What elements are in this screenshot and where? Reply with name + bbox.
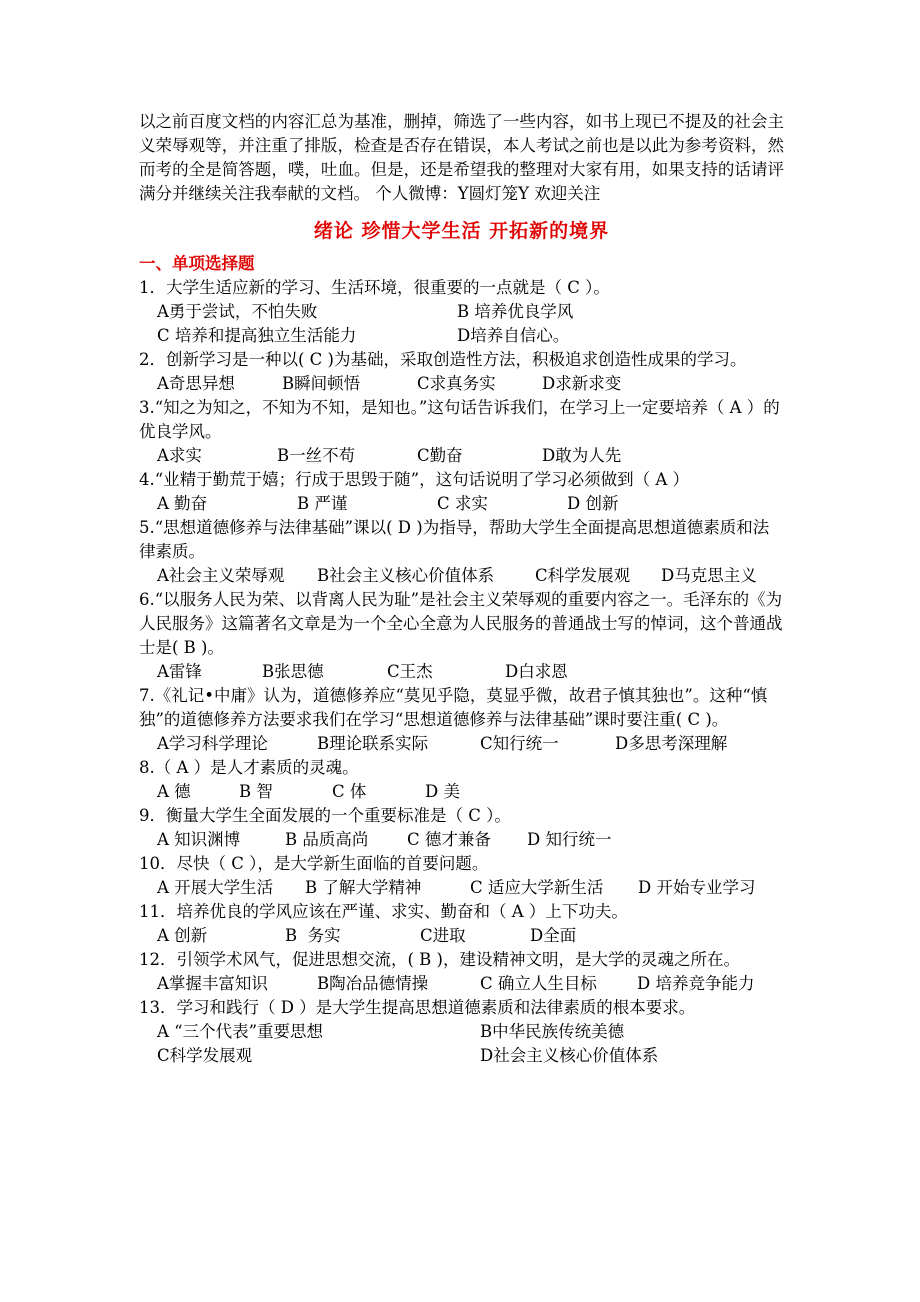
option: B 培养优良学风 [457, 302, 574, 321]
answer-options [139, 1044, 784, 1068]
option: A 创新 [157, 926, 208, 945]
option: C进取 [420, 926, 466, 945]
option: D全面 [530, 926, 577, 945]
question-stem: 5.“思想道德修养与法律基础”课以( D )为指导，帮助大学生全面提高思想道德素质和法律素质。 [139, 518, 770, 561]
question-stem: 6.“以服务人民为荣、以背离人民为耻”是社会主义荣辱观的重要内容之一。毛泽东的《为人民服务》这篇著名文章是为一个全心全意为人民服务的普通战士写的悼词，这个普通战士是( B )。 [139, 590, 783, 657]
answer-options [139, 876, 784, 900]
question-stem: 2．创新学习是一种以( C )为基础，采取创造性方法，积极追求创造性成果的学习。 [139, 350, 747, 369]
option: B张思德 [262, 662, 324, 681]
option: B陶冶品德情操 [317, 974, 429, 993]
question-stem: 13．学习和践行（ D ）是大学生提高思想道德素质和法律素质的根本要求。 [139, 998, 696, 1017]
option: B理论联系实际 [317, 734, 429, 753]
option: A 勤奋 [157, 494, 208, 513]
answer-options [139, 1020, 784, 1044]
answer-options [139, 828, 784, 852]
answer-options [139, 492, 784, 516]
question-stem: 11．培养优良的学风应该在严谨、求实、勤奋和（ A ）上下功夫。 [139, 902, 628, 921]
answer-options [139, 324, 784, 348]
question-stem: 4.“业精于勤荒于嬉；行成于思毁于随”，这句话说明了学习必须做到（ A ） [139, 470, 690, 489]
option: B 智 [239, 782, 273, 801]
question-stem: 8.（ A ）是人才素质的灵魂。 [139, 758, 359, 777]
option: D马克思主义 [661, 566, 757, 585]
question-stem: 9．衡量大学生全面发展的一个重要标准是（ C ）。 [139, 806, 511, 825]
option: A学习科学理论 [157, 734, 268, 753]
answer-options [139, 372, 784, 396]
option: D求新求变 [542, 374, 622, 393]
answer-options [139, 564, 784, 588]
option: D 开始专业学习 [638, 878, 756, 897]
option: D 创新 [567, 494, 619, 513]
option: D 培养竞争能力 [637, 974, 755, 993]
section-title: 一、单项选择题 [139, 254, 255, 273]
answer-options [139, 300, 784, 324]
option: C科学发展观 [157, 1046, 253, 1065]
option: C求真务实 [417, 374, 496, 393]
option: B一丝不苟 [277, 446, 356, 465]
option: A社会主义荣辱观 [157, 566, 285, 585]
option: C 体 [332, 782, 367, 801]
option: A掌握丰富知识 [157, 974, 268, 993]
question-stem: 7.《礼记•中庸》认为，道德修养应“莫见乎隐，莫显乎微，故君子慎其独也”。这种“慎独”的道德修养方法要求我们在学习“思想道德修养与法律基础”课时要注重( C )。 [139, 686, 768, 729]
option: C科学发展观 [535, 566, 631, 585]
question-stem: 10．尽快（ C ），是大学新生面临的首要问题。 [139, 854, 489, 873]
option: D培养自信心。 [457, 326, 570, 345]
option: D白求恩 [505, 662, 568, 681]
option: A 开展大学生活 [157, 878, 274, 897]
option: A雷锋 [157, 662, 202, 681]
option: B 严谨 [297, 494, 348, 513]
option: C知行统一 [480, 734, 559, 753]
option: B 务实 [285, 926, 341, 945]
answer-options [139, 660, 784, 684]
option: D社会主义核心价值体系 [480, 1046, 659, 1065]
answer-options [139, 780, 784, 804]
option: D多思考深理解 [615, 734, 728, 753]
question-stem: 3.“知之为知之，不知为不知，是知也。”这句话告诉我们，在学习上一定要培养（ A ）的优良学风。 [139, 398, 780, 441]
option: A勇于尝试，不怕失败 [157, 302, 318, 321]
option: D 知行统一 [527, 830, 612, 849]
option: C 适应大学新生活 [470, 878, 604, 897]
option: C 德才兼备 [407, 830, 491, 849]
option: A奇思异想 [157, 374, 235, 393]
option: B中华民族传统美德 [480, 1022, 625, 1041]
option: B社会主义核心价值体系 [317, 566, 495, 585]
option: C 培养和提高独立生活能力 [157, 326, 357, 345]
option: D敢为人先 [542, 446, 622, 465]
answer-options [139, 924, 784, 948]
answer-options [139, 972, 784, 996]
intro-paragraph: 以之前百度文档的内容汇总为基准，删掉，筛选了一些内容，如书上现已不提及的社会主义荣辱观等，并注重了排版，检查是否存在错误，本人考试之前也是以此为参考资料，然而考的全是简答题，噗，吐血。但是，还是希望我的整理对大家有用，如果支持的话请评满分并继续关注我奉献的文档。 个人微博：Y圆灯笼Y 欢迎关注 [139, 112, 784, 203]
option: A “三个代表”重要思想 [157, 1022, 324, 1041]
option: C王杰 [387, 662, 433, 681]
option: B 品质高尚 [285, 830, 369, 849]
option: D 美 [425, 782, 460, 801]
option: C 确立人生目标 [480, 974, 597, 993]
option: C 求实 [437, 494, 488, 513]
option: A 知识渊博 [157, 830, 241, 849]
option: C勤奋 [417, 446, 463, 465]
chapter-title: 绪论 珍惜大学生活 开拓新的境界 [313, 220, 610, 242]
option: B 了解大学精神 [305, 878, 422, 897]
question-stem: 1．大学生适应新的学习、生活环境，很重要的一点就是（ C ）。 [139, 278, 610, 297]
answer-options [139, 444, 784, 468]
option: A 德 [157, 782, 191, 801]
option: B瞬间顿悟 [282, 374, 361, 393]
document-page [139, 110, 784, 1068]
answer-options [139, 732, 784, 756]
question-stem: 12．引领学术风气，促进思想交流，( B )，建设精神文明，是大学的灵魂之所在。 [139, 950, 740, 969]
option: A求实 [157, 446, 202, 465]
